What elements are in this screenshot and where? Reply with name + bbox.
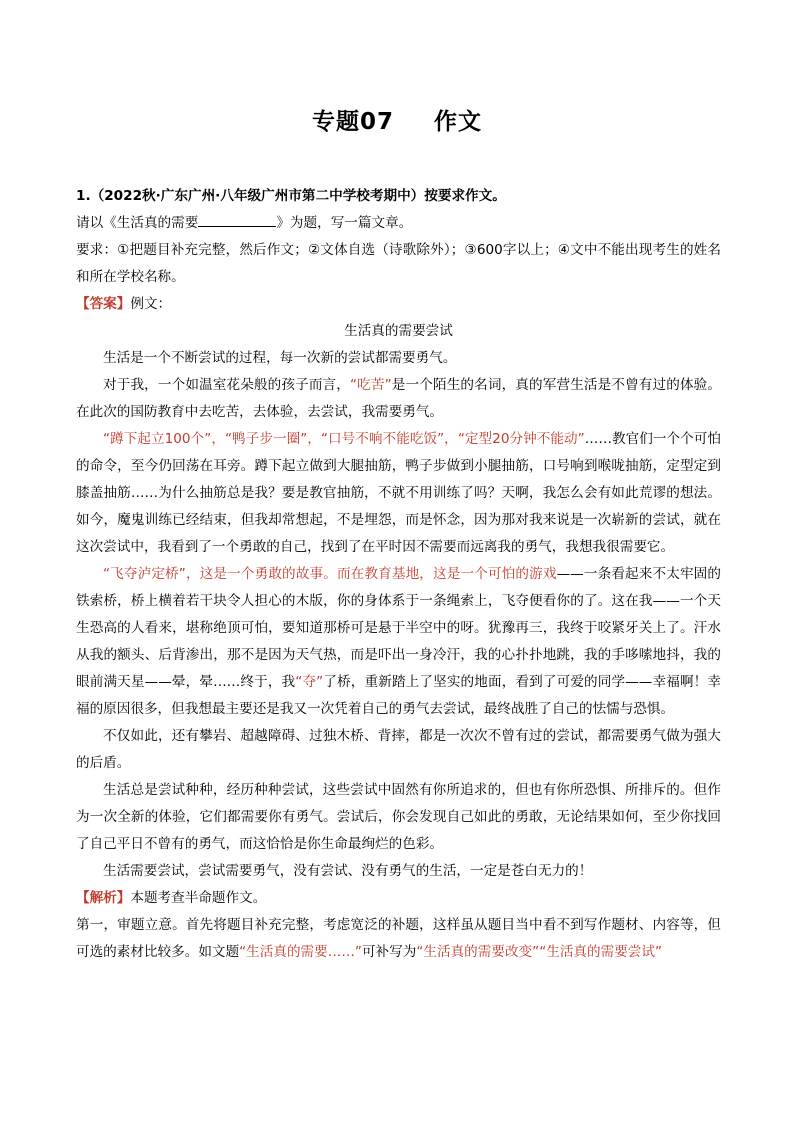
essay-paragraph-1: 生活是一个不断尝试的过程，每一次新的尝试都需要勇气。 xyxy=(103,350,457,366)
page-title xyxy=(0,103,794,136)
answer-label: 例文： xyxy=(130,296,172,312)
question-heading: 1.（2022秋·广东广州·八年级广州市第二中学校考期中）按要求作文。 xyxy=(76,188,506,204)
essay-paragraph-3: “蹲下起立100个”，“鸭子步一圈”，“口号不响不能吃饭”，“定型20分钟不能动”……教官们一个个可怕的命令，至今仍回荡在耳旁。蹲下起立做到大腿抽筋，鸭子步做到小腿抽筋，口号响到喉咙抽筋，定型定到膝盖抽筋……为什么抽筋总是我？要是教官抽筋，不就不用训练了吗？天啊，我怎么会有如此荒谬的想法。如今，魔鬼训练已经结束，但我却常想起，不是埋怨，而是怀念，因为那对我来说是一次崭新的尝试，就在这次尝试中，我看到了一个勇敢的自己，找到了在平时因不需要而远离我的勇气，我想我很需要它。 xyxy=(76,431,721,555)
essay-paragraph-4: “飞夺泸定桥”，这是一个勇敢的故事。而在教育基地，这是一个可怕的游戏——一条看起来不太牢固的铁索桥，桥上横着若干块令人担心的木版，你的身体系于一条绳索上，飞夺便看你的了。这在我——一个天生恐高的人看来，堪称绝顶可怕，要知道那桥可是悬于半空中的呀。犹豫再三，我终于咬紧牙关上了。汗水从我的额头、后背渗出，那不是因为天气热，而是吓出一身冷汗，我的心扑扑地跳，我的手哆嗦地抖，我的眼前满天星——晕，晕……终于，我“夺”了桥，重新踏上了坚实的地面，看到了可爱的同学——幸福啊！幸福的原因很多，但我想最主要还是我又一次凭着自己的勇气去尝试，最终战胜了自己的怯懦与恐惧。 xyxy=(76,566,722,717)
document-body xyxy=(76,183,721,966)
essay-title: 生活真的需要尝试 xyxy=(344,323,453,339)
title-blank xyxy=(198,212,276,227)
essay-paragraph-6: 生活总是尝试种种，经历种种尝试，这些尝试中固然有你所追求的，但也有你所恐惧、所排斥的。但作为一次全新的体验，它们都需要你有勇气。尝试后，你会发现自己如此的勇敢，无论结果如何，至少你找回了自己平日不曾有的勇气，而这恰恰是你生命最绚烂的色彩。 xyxy=(76,782,721,852)
essay-paragraph-7: 生活需要尝试，尝试需要勇气，没有尝试、没有勇气的生活，一定是苍白无力的！ xyxy=(103,863,593,879)
essay-paragraph-5: 不仅如此，还有攀岩、超越障碍、过独木桥、背摔，都是一次次不曾有过的尝试，都需要勇气做为强大的后盾。 xyxy=(76,728,721,771)
title-topic: 专题07 xyxy=(311,109,394,135)
answer-header xyxy=(76,291,721,318)
analysis-header: 【解析】本题考查半命题作文。 xyxy=(76,890,267,906)
title-subject: 作文 xyxy=(434,109,482,135)
essay-paragraph-2: 对于我，一个如温室花朵般的孩子而言，“吃苦”是一个陌生的名词，真的军营生活是不曾有过的体验。在此次的国防教育中去吃苦，去体验，去尝试，我需要勇气。 xyxy=(76,377,722,420)
question-prompt: 请以《生活真的需要 》为题，写一篇文章。 xyxy=(76,210,721,237)
analysis-paragraph-1: 第一，审题立意。首先将题目补充完整，考虑宽泛的补题，这样虽从题目当中看不到写作题材、内容等，但可选的素材比较多。如文题“生活真的需要……”可补写为“生活真的需要改变”“生活真的需要尝试” xyxy=(76,917,721,960)
answer-tag: 【答案】 xyxy=(76,296,131,312)
analysis-tag: 【解析】 xyxy=(76,890,131,906)
question-requirements: 要求：①把题目补充完整，然后作文；②文体自选（诗歌除外）；③600字以上；④文中不能出现考生的姓名和所在学校名称。 xyxy=(76,242,721,285)
